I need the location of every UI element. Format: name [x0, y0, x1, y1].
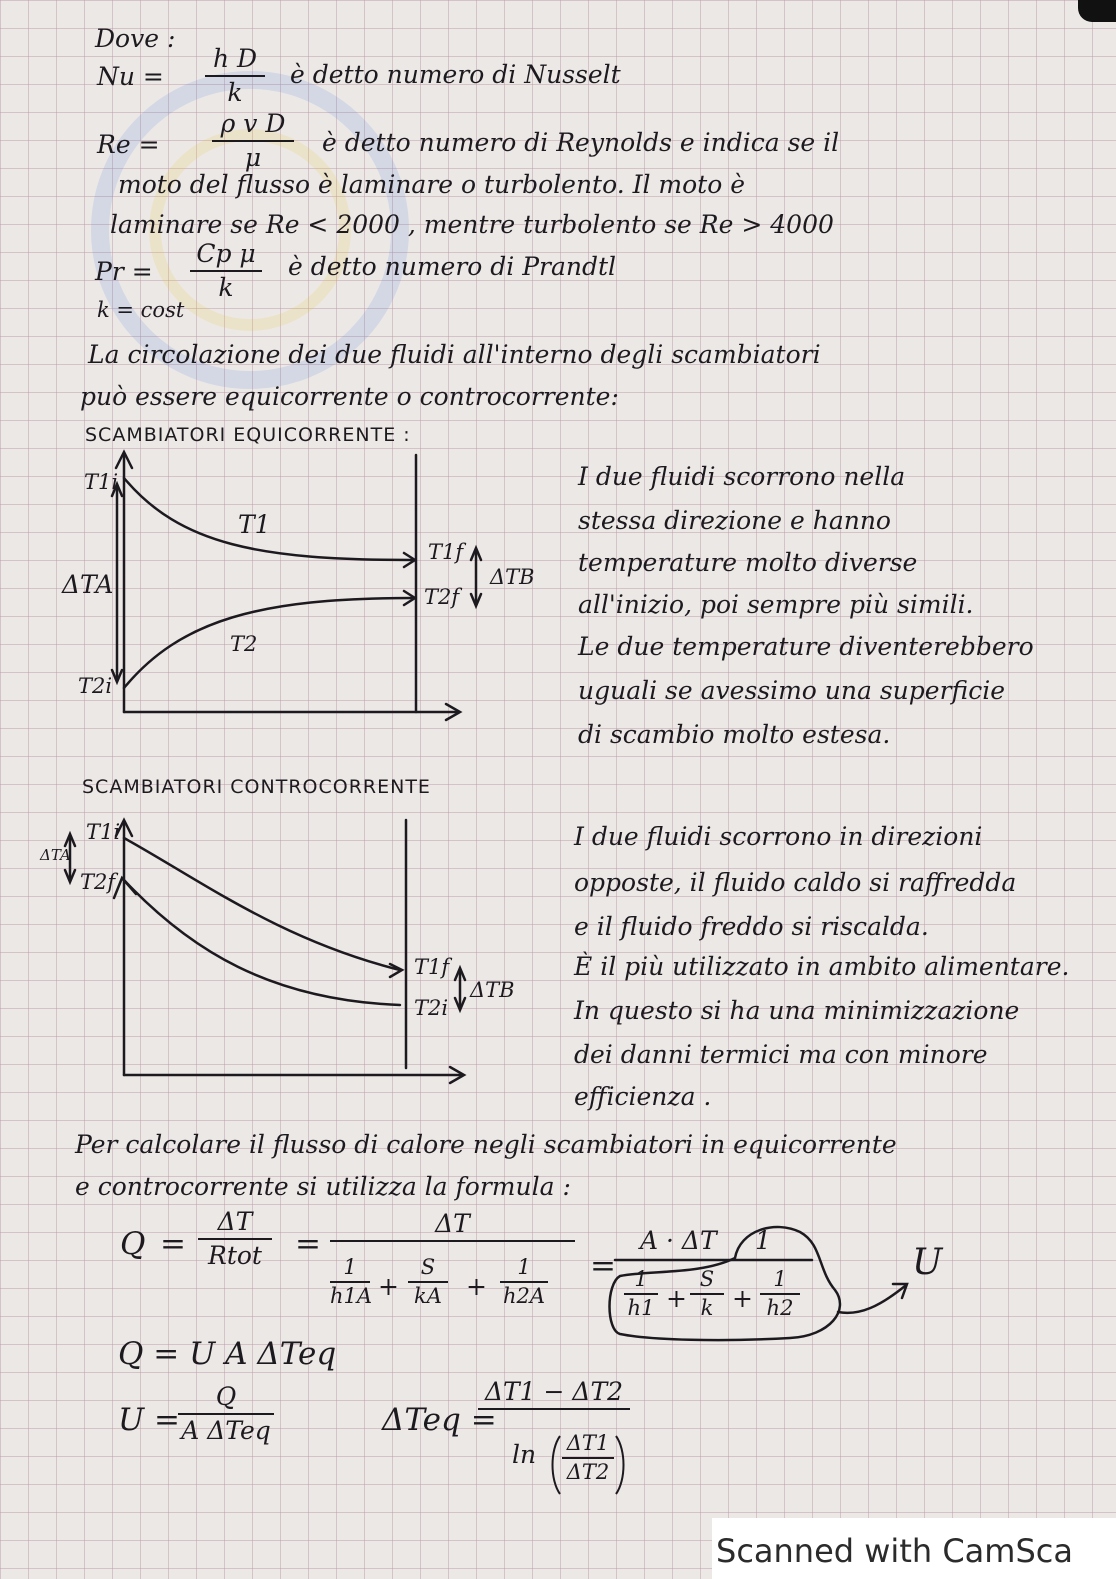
cc-label-t1f: T1f — [414, 955, 450, 979]
formula-term-1: 1 h1A — [330, 1255, 373, 1309]
k-constant: k = cost — [97, 298, 185, 322]
eq-text-4: all'inizio, poi sempre più simili. — [578, 590, 974, 619]
re-description-3: laminare se Re < 2000 , mentre turbolento se Re > 4000 — [110, 210, 834, 239]
eq-label-t1i: T1i — [84, 470, 119, 494]
formula-q-uadt: Q = U A ΔTeq — [118, 1336, 337, 1372]
re-description: è detto numero di Reynolds e indica se il — [322, 128, 840, 157]
formula-one-u: 1 — [755, 1226, 771, 1255]
eq-label-t2f: T2f — [424, 585, 460, 609]
re-label: Re = — [97, 130, 160, 159]
scanner-text: Scanned with CamSca — [716, 1532, 1073, 1570]
formula-plus-2: + — [466, 1272, 487, 1301]
formula-dteq-label: ΔTeq = — [382, 1402, 497, 1438]
formula-u-plus-2: + — [732, 1284, 753, 1313]
formula-u-term-1: 1 h1 — [624, 1268, 658, 1320]
nu-numerator: h D — [212, 44, 258, 73]
eq-label-dta: ΔTA — [62, 570, 114, 599]
formula-u-label: U = — [118, 1402, 180, 1438]
eq-label-t2i: T2i — [78, 674, 113, 698]
eq-text-6: uguali se avessimo una superficie — [578, 676, 1006, 705]
formula-dteq-ln: ln — [512, 1440, 537, 1469]
pr-description: è detto numero di Prandtl — [288, 252, 617, 281]
eq-text-3: temperature molto diverse — [578, 548, 918, 577]
cc-label-dta: ΔTA — [40, 846, 71, 864]
dove-label: Dove : — [95, 24, 176, 53]
formula-intro-2: e controcorrente si utilizza la formula : — [75, 1172, 571, 1201]
formula-u-result: U — [912, 1242, 943, 1283]
formula-plus-1: + — [378, 1272, 399, 1301]
eq-curve-label-t1: T1 — [238, 510, 271, 539]
eq-label-dtb: ΔTB — [490, 565, 535, 589]
cc-text-6: dei danni termici ma con minore — [574, 1040, 988, 1069]
cc-text-4: È il più utilizzato in ambito alimentare. — [574, 952, 1070, 981]
scanner-footer — [712, 1518, 1116, 1579]
cc-label-t2i: T2i — [414, 996, 449, 1020]
formula-eq-2: = — [295, 1226, 321, 1262]
pr-numerator: Cp μ — [196, 239, 256, 268]
formula-dt-2: ΔT — [435, 1209, 470, 1238]
controcorrente-heading: SCAMBIATORI CONTROCORRENTE — [82, 776, 431, 798]
formula-u-num: Q — [215, 1382, 237, 1411]
formula-u-den: A ΔTeq — [181, 1415, 271, 1445]
cc-text-3: e il fluido freddo si riscalda. — [574, 912, 929, 941]
cc-text-5: In questo si ha una minimizzazione — [574, 996, 1020, 1025]
cc-label-t2f: T2f — [80, 870, 116, 894]
eq-text-2: stessa direzione e hanno — [578, 506, 891, 535]
formula-eq-3: = — [590, 1248, 616, 1284]
nu-description: è detto numero di Nusselt — [290, 60, 621, 89]
formula-u-term-3: 1 h2 — [760, 1268, 800, 1320]
eq-text-7: di scambio molto estesa. — [578, 720, 891, 749]
formula-u-term-2: S k — [690, 1268, 724, 1320]
formula-dteq-ratio: ΔT1 ΔT2 — [562, 1432, 614, 1484]
pr-denominator: k — [218, 272, 234, 302]
formula-term-2: S kA — [408, 1256, 448, 1308]
re-numerator: ρ v D — [220, 109, 286, 138]
cc-text-7: efficienza . — [574, 1082, 712, 1111]
eq-curve-label-t2: T2 — [230, 632, 258, 656]
formula-rtot: Rtot — [208, 1240, 262, 1270]
circolazione-line-2: può essere equicorrente o controcorrente: — [80, 382, 619, 411]
formula-u-plus-1: + — [666, 1284, 687, 1313]
formula-term-3: 1 h2A — [500, 1256, 548, 1308]
nu-denominator: k — [227, 77, 243, 107]
formula-eq-1: = — [160, 1226, 186, 1262]
cc-text-1: I due fluidi scorrono in direzioni — [574, 822, 983, 851]
nu-label: Nu = — [97, 62, 164, 91]
eq-text-1: I due fluidi scorrono nella — [578, 462, 906, 491]
cc-text-2: opposte, il fluido caldo si raffredda — [574, 868, 1017, 897]
re-description-2: moto del flusso è laminare o turbolento. Il moto è — [118, 170, 746, 199]
equicorrente-heading: SCAMBIATORI EQUICORRENTE : — [85, 424, 411, 446]
re-denominator: μ — [244, 142, 262, 172]
circolazione-line-1: La circolazione dei due fluidi all'interno degli scambiatori — [88, 340, 821, 369]
formula-dteq-num: ΔT1 − ΔT2 — [484, 1377, 624, 1406]
cc-label-dtb: ΔTB — [470, 978, 515, 1002]
formula-q: Q — [120, 1226, 146, 1262]
formula-a-dt: A · ΔT — [640, 1226, 717, 1255]
eq-text-5: Le due temperature diventerebbero — [578, 632, 1034, 661]
formula-intro-1: Per calcolare il flusso di calore negli scambiatori in equicorrente — [75, 1130, 897, 1159]
eq-label-t1f: T1f — [428, 540, 464, 564]
cc-label-t1i: T1i — [86, 820, 121, 844]
pr-label: Pr = — [95, 257, 153, 286]
formula-dt: ΔT — [217, 1207, 253, 1236]
